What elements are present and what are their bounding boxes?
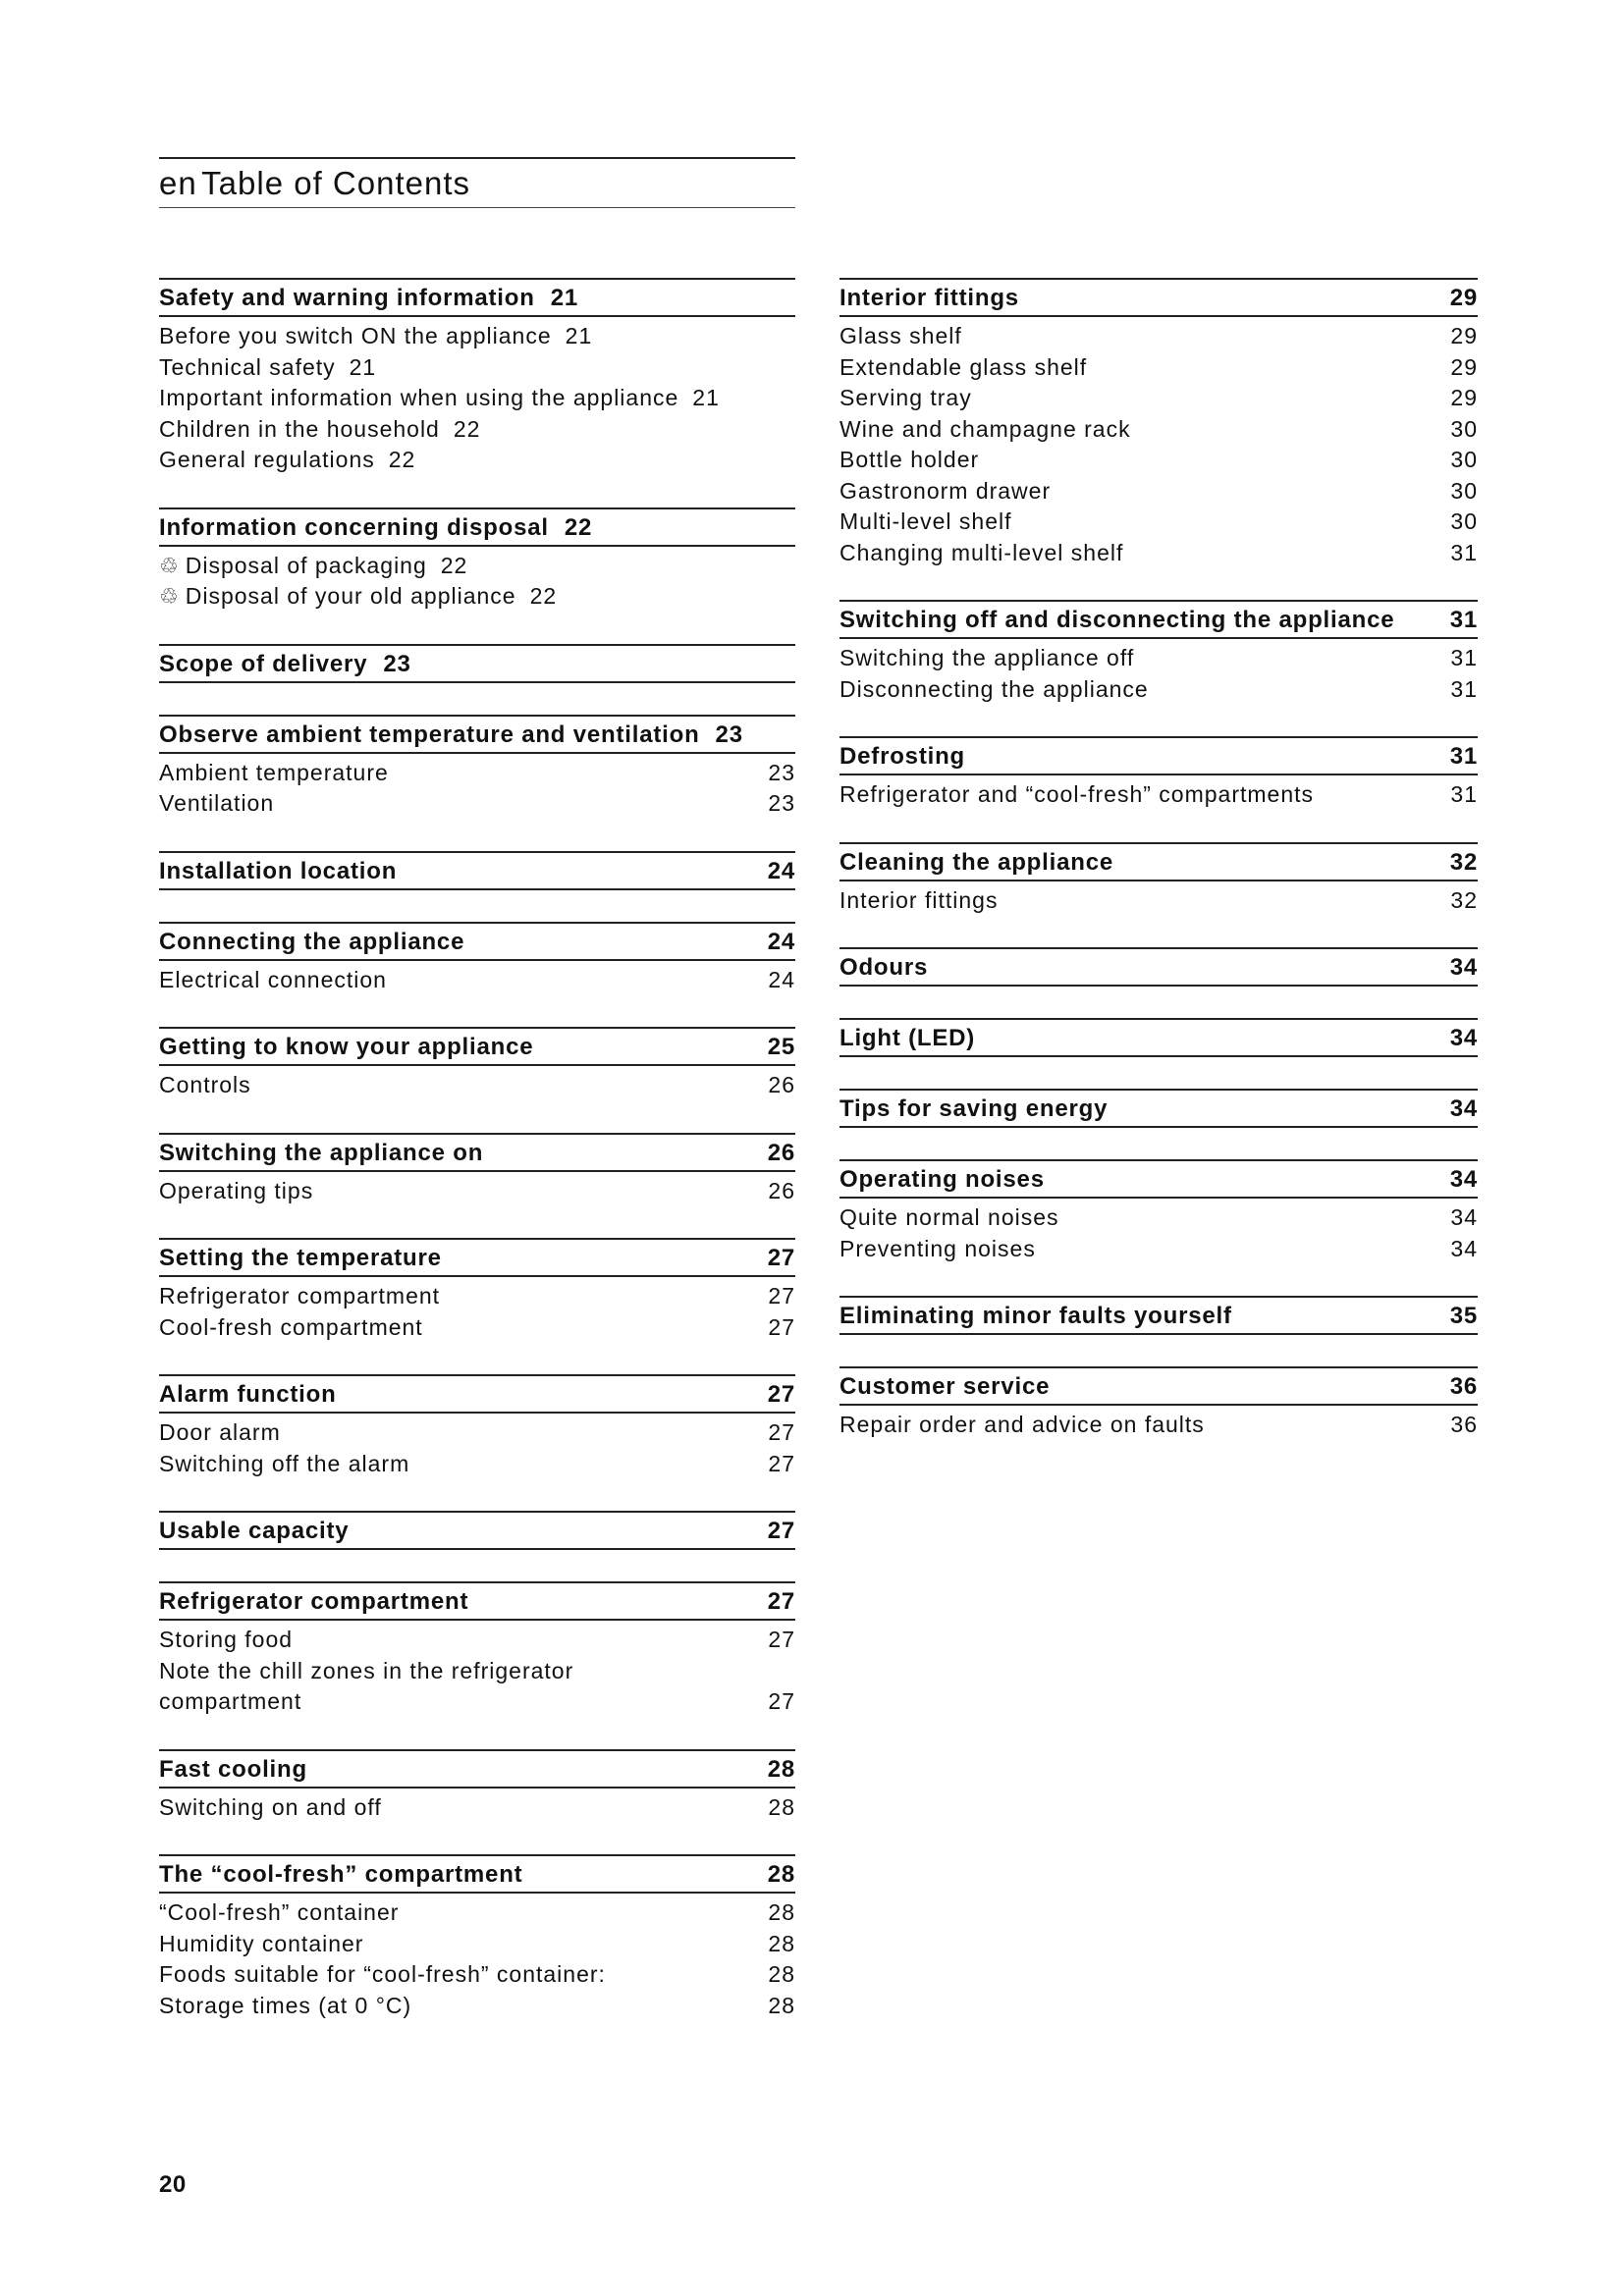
entry-title-wrap <box>159 383 678 414</box>
entry-title-wrap <box>159 1792 768 1824</box>
entry-title: Before you switch ON the appliance <box>159 323 552 348</box>
toc-entry[interactable] <box>839 507 1478 538</box>
toc-section <box>159 644 795 683</box>
entry-title-wrap <box>839 507 1450 538</box>
toc-section <box>839 1366 1478 1441</box>
toc-left-column <box>159 278 795 2053</box>
entry-title: Quite normal noises <box>839 1204 1059 1230</box>
entry-page-number: 21 <box>349 353 377 380</box>
toc-entry[interactable] <box>159 1417 795 1449</box>
section-title: Observe ambient temperature and ventilation <box>159 721 700 748</box>
entry-title-wrap <box>839 1234 1450 1265</box>
entry-title-wrap <box>159 414 440 446</box>
section-title: Setting the temperature <box>159 1245 442 1271</box>
entry-title-wrap <box>159 758 768 789</box>
entry-title-wrap <box>159 1449 768 1480</box>
toc-entry[interactable] <box>839 538 1478 569</box>
toc-section <box>159 922 795 996</box>
entry-page-number: 30 <box>1450 477 1478 504</box>
language-code: en <box>159 165 197 201</box>
section-page-number: 35 <box>1449 1303 1478 1329</box>
section-title: Alarm function <box>159 1381 337 1408</box>
toc-section <box>839 278 1478 568</box>
section-title: Light (LED) <box>839 1025 976 1051</box>
section-page-number: 24 <box>767 928 795 955</box>
toc-section <box>159 1511 795 1550</box>
section-heading[interactable] <box>159 1238 795 1277</box>
entry-title: Switching on and off <box>159 1793 382 1820</box>
entry-page-number: 29 <box>1450 323 1478 348</box>
section-title: Operating noises <box>839 1166 1045 1193</box>
section-title: Tips for saving energy <box>839 1095 1109 1122</box>
entry-title-wrap <box>839 885 1450 917</box>
entry-page-number: 22 <box>453 415 481 442</box>
entry-page-number: 22 <box>388 447 416 472</box>
section-page-number: 27 <box>767 1588 795 1615</box>
section-title: The “cool-fresh” compartment <box>159 1861 523 1888</box>
toc-entry[interactable] <box>159 1792 795 1824</box>
entry-title-wrap <box>159 581 516 613</box>
entry-title-wrap <box>159 1625 768 1656</box>
entry-page-number: 22 <box>440 552 468 578</box>
toc-entry[interactable] <box>159 1625 795 1656</box>
section-heading[interactable] <box>159 1854 795 1894</box>
entry-title-wrap <box>839 1202 1450 1234</box>
section-page-number: 28 <box>767 1755 795 1783</box>
entry-title: Humidity container <box>159 1930 364 1956</box>
entry-title: Controls <box>159 1072 251 1097</box>
section-page-number: 23 <box>383 650 411 677</box>
toc-entry[interactable] <box>839 1234 1478 1265</box>
toc-entry[interactable] <box>839 476 1478 507</box>
toc-entry[interactable] <box>839 779 1478 811</box>
toc-section <box>839 842 1478 917</box>
toc-entry[interactable] <box>159 1449 795 1480</box>
entry-title-wrap <box>839 414 1450 446</box>
entry-title-wrap <box>839 674 1450 706</box>
entry-title: Wine and champagne rack <box>839 415 1131 442</box>
entry-page-number: 21 <box>565 323 593 348</box>
toc-entry[interactable] <box>839 1202 1478 1234</box>
section-title: Installation location <box>159 857 398 884</box>
entry-title: Storage times (at 0 °C) <box>159 1992 412 2018</box>
entry-page-number: 28 <box>768 1930 795 1956</box>
section-heading[interactable] <box>839 1366 1478 1406</box>
section-page-number: 27 <box>767 1518 795 1544</box>
section-title: Odours <box>839 954 929 981</box>
toc-entry[interactable] <box>839 383 1478 414</box>
section-heading[interactable] <box>159 851 795 890</box>
section-heading[interactable] <box>839 1159 1478 1199</box>
section-title: Customer service <box>839 1373 1051 1400</box>
entry-title-wrap <box>159 1070 768 1101</box>
entry-title-wrap <box>839 476 1450 507</box>
entry-title: Serving tray <box>839 385 972 410</box>
section-page-number: 27 <box>767 1245 795 1271</box>
section-page-number: 31 <box>1449 743 1478 770</box>
toc-entry[interactable] <box>159 1686 795 1718</box>
section-heading[interactable] <box>839 842 1478 881</box>
entry-page-number: 27 <box>768 1419 795 1445</box>
section-page-number: 28 <box>767 1861 795 1888</box>
section-heading[interactable] <box>839 600 1478 639</box>
recycle-icon: ♲ <box>159 584 180 609</box>
section-title: Getting to know your appliance <box>159 1034 534 1060</box>
section-title: Cleaning the appliance <box>839 848 1113 876</box>
entry-title-wrap <box>159 1897 768 1929</box>
section-heading[interactable] <box>839 947 1478 987</box>
toc-section <box>839 1018 1478 1057</box>
section-title: Refrigerator compartment <box>159 1588 469 1615</box>
entry-title: Repair order and advice on faults <box>839 1412 1205 1437</box>
toc-entry[interactable] <box>159 581 795 613</box>
entry-title-wrap <box>159 1686 768 1718</box>
entry-title: Storing food <box>159 1627 294 1652</box>
entry-page-number: 31 <box>1450 781 1478 807</box>
section-heading[interactable] <box>159 278 795 317</box>
toc-entry[interactable] <box>159 321 795 352</box>
entry-title: Disposal of packaging <box>185 552 427 578</box>
entry-title-wrap <box>159 1417 768 1449</box>
entry-title: “Cool-fresh” container <box>159 1899 400 1925</box>
section-title: Fast cooling <box>159 1755 307 1783</box>
entry-title-wrap <box>159 551 427 582</box>
entry-page-number: 23 <box>768 790 795 816</box>
section-title: Defrosting <box>839 743 965 770</box>
entry-title-wrap <box>159 1312 768 1344</box>
entry-page-number: 27 <box>768 1283 795 1308</box>
entry-title: Electrical connection <box>159 966 387 992</box>
section-page-number: 23 <box>715 721 743 748</box>
section-title: Interior fittings <box>839 285 1019 311</box>
section-page-number: 32 <box>1449 848 1478 876</box>
section-page-number: 34 <box>1449 1095 1478 1122</box>
entry-title-wrap <box>159 965 768 996</box>
entry-page-number: 26 <box>768 1177 795 1203</box>
toc-section <box>159 1027 795 1101</box>
toc-section <box>839 1159 1478 1264</box>
entry-title: Bottle holder <box>839 447 980 472</box>
toc-section <box>839 736 1478 811</box>
entry-page-number: 34 <box>1450 1204 1478 1230</box>
toc-entry[interactable] <box>159 1959 795 1991</box>
toc-entry[interactable] <box>159 383 795 414</box>
section-page-number: 31 <box>1449 607 1478 633</box>
section-heading[interactable] <box>159 715 795 754</box>
section-page-number: 25 <box>767 1034 795 1060</box>
entry-page-number: 32 <box>1450 886 1478 913</box>
entry-title-wrap <box>839 643 1450 674</box>
entry-title: Technical safety <box>159 353 336 380</box>
entry-title-wrap <box>839 779 1450 811</box>
entry-title: Preventing noises <box>839 1235 1036 1261</box>
entry-page-number: 28 <box>768 1793 795 1820</box>
entry-title: Extendable glass shelf <box>839 353 1088 380</box>
toc-entry[interactable] <box>839 643 1478 674</box>
toc-entry[interactable] <box>159 352 795 384</box>
entry-title: Refrigerator compartment <box>159 1283 441 1308</box>
entry-title-wrap <box>159 1281 768 1312</box>
section-page-number: 26 <box>767 1139 795 1166</box>
toc-section <box>839 1089 1478 1128</box>
entry-page-number: 23 <box>768 759 795 785</box>
page-number: 20 <box>159 2171 187 2198</box>
toc-entry[interactable] <box>159 1281 795 1312</box>
toc-entry[interactable] <box>159 1070 795 1101</box>
toc-section <box>159 1749 795 1824</box>
entry-page-number: 36 <box>1450 1412 1478 1437</box>
entry-title-wrap <box>159 1991 768 2022</box>
toc-section <box>159 1374 795 1479</box>
section-heading[interactable] <box>839 1089 1478 1128</box>
entry-title-wrap <box>159 445 375 476</box>
section-title: Scope of delivery <box>159 650 368 677</box>
entry-title: Ambient temperature <box>159 759 389 785</box>
section-heading[interactable] <box>839 1018 1478 1057</box>
toc-entry[interactable] <box>159 1897 795 1929</box>
toc-entry[interactable] <box>159 414 795 446</box>
section-page-number: 36 <box>1449 1373 1478 1400</box>
entry-title: Door alarm <box>159 1419 281 1445</box>
section-heading[interactable] <box>159 922 795 961</box>
section-heading[interactable] <box>159 507 795 547</box>
section-title: Information concerning disposal <box>159 513 549 541</box>
entry-page-number: 31 <box>1450 539 1478 565</box>
toc-section <box>159 1854 795 2021</box>
entry-title: Foods suitable for “cool-fresh” container: <box>159 1961 606 1987</box>
entry-page-number: 34 <box>1450 1235 1478 1261</box>
entry-title-wrap <box>159 1929 768 1960</box>
entry-title-wrap <box>159 321 552 352</box>
entry-page-number: 22 <box>529 583 558 609</box>
toc-entry[interactable] <box>159 1929 795 1960</box>
entry-title: Refrigerator and “cool-fresh” compartments <box>839 781 1314 807</box>
entry-page-number: 27 <box>768 1627 795 1652</box>
entry-page-number: 30 <box>1450 415 1478 442</box>
entry-title: Gastronorm drawer <box>839 477 1052 504</box>
toc-entry[interactable] <box>159 551 795 582</box>
entry-page-number: 24 <box>768 966 795 992</box>
section-title: Safety and warning information <box>159 285 535 311</box>
entry-title-wrap <box>839 445 1450 476</box>
section-heading[interactable] <box>159 1027 795 1066</box>
section-page-number: 24 <box>767 857 795 884</box>
entry-title: Note the chill zones in the refrigerator <box>159 1657 574 1683</box>
section-heading[interactable] <box>159 644 795 683</box>
entry-title-wrap <box>159 1656 795 1687</box>
toc-entry[interactable] <box>159 1656 795 1687</box>
entry-title: Multi-level shelf <box>839 508 1012 534</box>
entry-title: Switching off the alarm <box>159 1450 410 1476</box>
entry-title: Glass shelf <box>839 323 962 348</box>
section-heading[interactable] <box>159 1133 795 1172</box>
section-heading[interactable] <box>839 1296 1478 1335</box>
section-title: Switching off and disconnecting the appliance <box>839 607 1395 633</box>
toc-section <box>159 1238 795 1343</box>
toc-entry[interactable] <box>159 1312 795 1344</box>
entry-title-wrap <box>839 321 1450 352</box>
section-heading[interactable] <box>839 736 1478 775</box>
toc-section <box>839 947 1478 987</box>
entry-page-number: 27 <box>768 1450 795 1476</box>
entry-title-wrap <box>839 1410 1450 1441</box>
entry-title-wrap <box>839 352 1450 384</box>
section-page-number: 22 <box>564 513 593 541</box>
entry-page-number: 29 <box>1450 353 1478 380</box>
section-page-number: 34 <box>1449 1166 1478 1193</box>
entry-page-number: 26 <box>768 1072 795 1097</box>
section-page-number: 21 <box>550 285 578 311</box>
entry-title: Children in the household <box>159 415 440 442</box>
section-title: Eliminating minor faults yourself <box>839 1303 1232 1329</box>
recycle-icon: ♲ <box>159 553 180 578</box>
toc-entry[interactable] <box>839 885 1478 917</box>
entry-page-number: 30 <box>1450 447 1478 472</box>
entry-title: Cool-fresh compartment <box>159 1313 423 1340</box>
entry-title-wrap <box>839 538 1450 569</box>
section-heading[interactable] <box>159 1374 795 1414</box>
entry-title: Disconnecting the appliance <box>839 675 1149 702</box>
entry-title: Operating tips <box>159 1177 314 1203</box>
entry-title-wrap <box>839 383 1450 414</box>
entry-title-wrap <box>159 788 768 820</box>
entry-page-number: 29 <box>1450 385 1478 410</box>
entry-title: Disposal of your old appliance <box>185 583 516 609</box>
section-page-number: 34 <box>1449 1025 1478 1051</box>
entry-title: Changing multi-level shelf <box>839 539 1124 565</box>
toc-section <box>159 851 795 890</box>
toc-right-column <box>839 278 1478 1472</box>
entry-page-number: 27 <box>768 1313 795 1340</box>
entry-page-number: 31 <box>1450 675 1478 702</box>
section-heading[interactable] <box>159 1511 795 1550</box>
toc-entry[interactable] <box>159 965 795 996</box>
section-heading[interactable] <box>159 1581 795 1621</box>
entry-title: Ventilation <box>159 790 275 816</box>
toc-section <box>159 715 795 820</box>
entry-page-number: 28 <box>768 1961 795 1987</box>
page-header <box>159 157 795 208</box>
entry-title: Switching the appliance off <box>839 645 1135 670</box>
toc-section <box>839 1296 1478 1335</box>
toc-entry[interactable] <box>159 1176 795 1207</box>
section-page-number: 34 <box>1449 954 1478 981</box>
entry-page-number: 27 <box>768 1688 795 1714</box>
page-title: Table of Contents <box>201 165 471 201</box>
entry-title-wrap <box>159 1176 768 1207</box>
toc-section <box>159 507 795 613</box>
toc-entry[interactable] <box>839 414 1478 446</box>
entry-title: Important information when using the appliance <box>159 385 679 410</box>
entry-page-number: 28 <box>768 1899 795 1925</box>
section-title: Connecting the appliance <box>159 928 465 955</box>
entry-title-wrap <box>159 352 336 384</box>
entry-title: Interior fittings <box>839 886 999 913</box>
entry-page-number: 30 <box>1450 508 1478 534</box>
toc-entry[interactable] <box>839 352 1478 384</box>
entry-page-number: 21 <box>692 385 720 410</box>
toc-section <box>839 600 1478 705</box>
entry-title: General regulations <box>159 447 375 472</box>
toc-entry[interactable] <box>159 1991 795 2022</box>
entry-page-number: 31 <box>1450 645 1478 670</box>
toc-section <box>159 278 795 476</box>
toc-entry[interactable] <box>839 445 1478 476</box>
toc-entry[interactable] <box>839 674 1478 706</box>
toc-entry[interactable] <box>159 788 795 820</box>
toc-entry[interactable] <box>839 1410 1478 1441</box>
toc-entry[interactable] <box>159 758 795 789</box>
toc-section <box>159 1133 795 1207</box>
entry-title-wrap <box>159 1959 768 1991</box>
section-title: Usable capacity <box>159 1518 350 1544</box>
entry-page-number: 28 <box>768 1992 795 2018</box>
section-heading[interactable] <box>839 278 1478 317</box>
toc-entry[interactable] <box>159 445 795 476</box>
section-heading[interactable] <box>159 1749 795 1789</box>
section-page-number: 29 <box>1449 285 1478 311</box>
toc-section <box>159 1581 795 1718</box>
toc-entry[interactable] <box>839 321 1478 352</box>
section-page-number: 27 <box>767 1381 795 1408</box>
entry-title: compartment <box>159 1688 302 1714</box>
section-title: Switching the appliance on <box>159 1139 484 1166</box>
